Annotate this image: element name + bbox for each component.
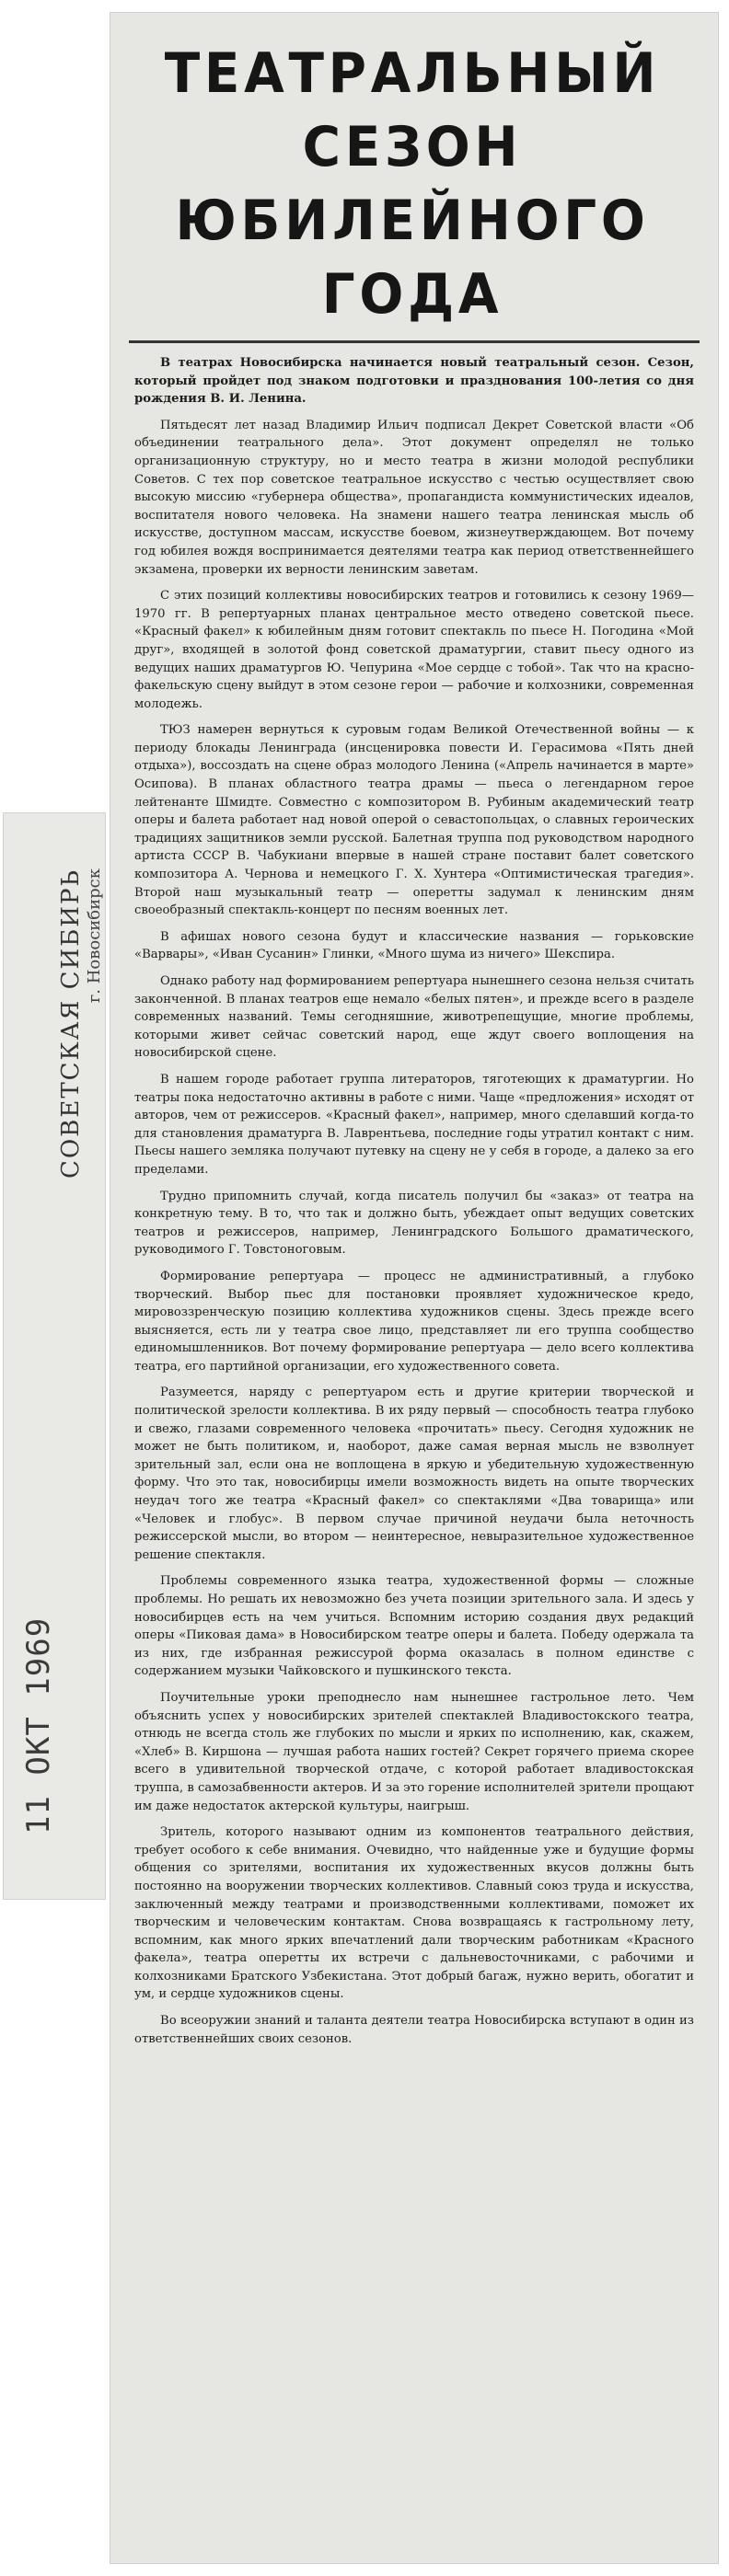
headline-rule	[129, 340, 700, 343]
paragraph: Формирование репертуара — процесс не административный, а глубоко творческий. Выбор пьес для постановки проявляет художническое кредо, мировоззренческую позицию коллектива художников сцены. Здесь прежде всего выясняется, есть ли у театра свое лицо, представляет ли его труппа сообщество единомышленников. Вот почему формирование репертуара — дело всего коллектива театра, его партийной организации, его художественного совета.	[134, 1269, 694, 1374]
paragraph: В афишах нового сезона будут и классические названия — горьковские «Варвары», «Иван Сусанин» Глинки, «Много шума из ничего» Шекспира.	[134, 929, 694, 962]
paragraph: Зритель, которого называют одним из компонентов театрального действия, требует особого к себе внимания. Очевидно, что найденные уже и будущие формы общения со зрителями, воспитания их художественных вкусов должны быть постоянно на вооружении творческих коллективов. Славный союз труда и искусства, заключенный между театрами и производственными коллективами, поможет их творческим и человеческим контактам. Снова возвращаясь к гастрольному лету, вспомним, как много ярких впечатлений дали творческим работникам «Красного факела», театра оперетты их встречи с дальневосточниками, с рабочими и колхозниками Братского Узбекистана. Этот добрый багаж, нужно верить, обогатит и ум, и сердце художников сцены.	[134, 1825, 694, 2002]
newspaper-stamp	[4, 813, 105, 1899]
lead-paragraph: В театрах Новосибирска начинается новый театральный сезон. Сезон, который пройдет под знаком подготовки и празднования 100-летия со дня рождения В. И. Ленина.	[134, 356, 694, 407]
paragraph: Трудно припомнить случай, когда писатель получил бы «заказ» от театра на конкретную тему. В то, что так и должно быть, убеждает опыт ведущих советских театров и режиссеров, например, Ленинградского Большого драматического, руководимого Г. Товстоноговым.	[134, 1189, 694, 1258]
article-body	[134, 354, 694, 2048]
closing-paragraph: Во всеоружии знаний и таланта деятели театра Новосибирска вступают в один из ответственнейших своих сезонов.	[134, 2014, 694, 2046]
headline	[145, 37, 681, 331]
paragraph: Поучительные уроки преподнесло нам нынешнее гастрольное лето. Чем объяснить успех у новосибирских зрителей спектаклей Владивостокского театра, отнюдь не всегда столь же глубоких по мысли и ярких по исполнению, как, скажем, «Хлеб» В. Киршона — лучшая работа наших гостей? Секрет горячего приема скорее всего в удивительной творческой отдаче, с которой работает владивостокская труппа, в самозабвенности актеров. И за это горение исполнителей зрители прощают им даже недостаток актерской культуры, наигрыш.	[134, 1690, 694, 1813]
paragraph: В нашем городе работает группа литераторов, тяготеющих к драматургии. Но театры пока недостаточно активны в работе с ними. Чаще «предложения» исходят от авторов, чем от режиссеров. «Красный факел», например, много сделавший когда-то для становления драматурга В. Лаврентьева, последние годы утратил контакт с ним. Пьесы нашего земляка получают путевку на сцену не у себя в городе, а далеко за его пределами.	[134, 1072, 694, 1177]
paragraph: Разумеется, наряду с репертуаром есть и другие критерии творческой и политической зрелости коллектива. В их ряду первый — способность театра глубоко и свежо, глазами современного человека «прочитать» пьесу. Сегодня художник не может не быть политиком, и, наоборот, даже самая верная мысль не взволнует зрительный зал, если она не воплощена в яркую и убедительную художественную форму. Что это так, новосибирцы имели возможность видеть на опыте творческих неудач того же театра «Красный факел» со спектаклями «Два товарища» или «Человек и глобус». В первом случае причиной неудачи была неточность режиссерской мысли, во втором — неинтересное, невыразительное художественное решение спектакля.	[134, 1386, 694, 1562]
stamp-date: 11 ОКТ 1969	[20, 1616, 57, 1834]
paragraph: Однако работу над формированием репертуара нынешнего сезона нельзя считать законченной. В планах театров еще немало «белых пятен», и прежде всего в разделе современных названий. Темы сегодняшние, животрепещущие, многие проблемы, которыми живет сейчас советский народ, еще ждут своего воплощения на новосибирской сцене.	[134, 974, 694, 1061]
headline-line-1: ТЕАТРАЛЬНЫЙ СЕЗОН	[164, 41, 661, 179]
paragraph: С этих позиций коллективы новосибирских театров и готовились к сезону 1969—1970 гг. В репертуарных планах центральное место отведено советской пьесе. «Красный факел» к юбилейным дням готовит спектакль по пьесе Н. Погодина «Мой друг», входящей в золотой фонд советской драматургии, ставит пьесу одного из ведущих наших драматургов Ю. Чепурина «Мое сердце с тобой». Так что на краснофакельскую сцену выйдут в этом сезоне герои — рабочие и колхозники, современная молодежь.	[134, 589, 694, 711]
paragraph: ТЮЗ намерен вернуться к суровым годам Великой Отечественной войны — к периоду блокады Ленинграда (инсценировка повести И. Герасимова «Пять дней отдыха»), воссоздать на сцене образ молодого Ленина («Апрель начинается в марте» Осипова). В планах областного театра драмы — пьеса о легендарном герое лейтенанте Шмидте. Совместно с композитором В. Рубиным академический театр оперы и балета работает над новой оперой о севастопольцах, о славных героических традициях защитников земли русской. Балетная труппа под руководством народного артиста СССР В. Чабукиани впервые в нашей стране поставит балет советского композитора А. Чернова и немецкого Г. Х. Хунтера «Оптимистическая трагедия». Второй наш музыкальный театр — оперетты задумал к ленинским дням своеобразный спектакль-концерт по песням военных лет.	[134, 723, 694, 918]
paragraph: Проблемы современного языка театра, художественной формы — сложные проблемы. Но решать их невозможно без учета позиции зрительного зала. И здесь у новосибирцев есть на чем учиться. Вспомним историю создания двух редакций оперы «Пиковая дама» в Новосибирском театре оперы и балета. Победу одержала та из них, где избранная режиссурой форма оказалась в полном единстве с содержанием музыки Чайковского и пушкинского текста.	[134, 1574, 694, 1679]
paragraph: Пятьдесят лет назад Владимир Ильич подписал Декрет Советской власти «Об объединении театрального дела». Этот документ определял не только организационную структуру, но и место театра в жизни молодой республики Советов. С тех пор советское театральное искусство с честью осуществляет свою высокую миссию «губернера общества», пропагандиста коммунистических идеалов, воспитателя нового человека. На знамени нашего театра ленинская мысль об искусстве, доступном массам, искусстве боевом, жизнеутверждающем. Вот почему год юбилея вождя воспринимается деятелями театра как период ответственнейшего экзамена, проверки их верности ленинским заветам.	[134, 418, 694, 577]
stamp-newspaper-name: СОВЕТСКАЯ СИБИРЬ	[57, 868, 85, 1179]
headline-line-2: ЮБИЛЕЙНОГО ГОДА	[175, 189, 650, 327]
newspaper-clipping	[110, 13, 718, 2563]
stamp-city: г. Новосибирск	[85, 868, 104, 1004]
